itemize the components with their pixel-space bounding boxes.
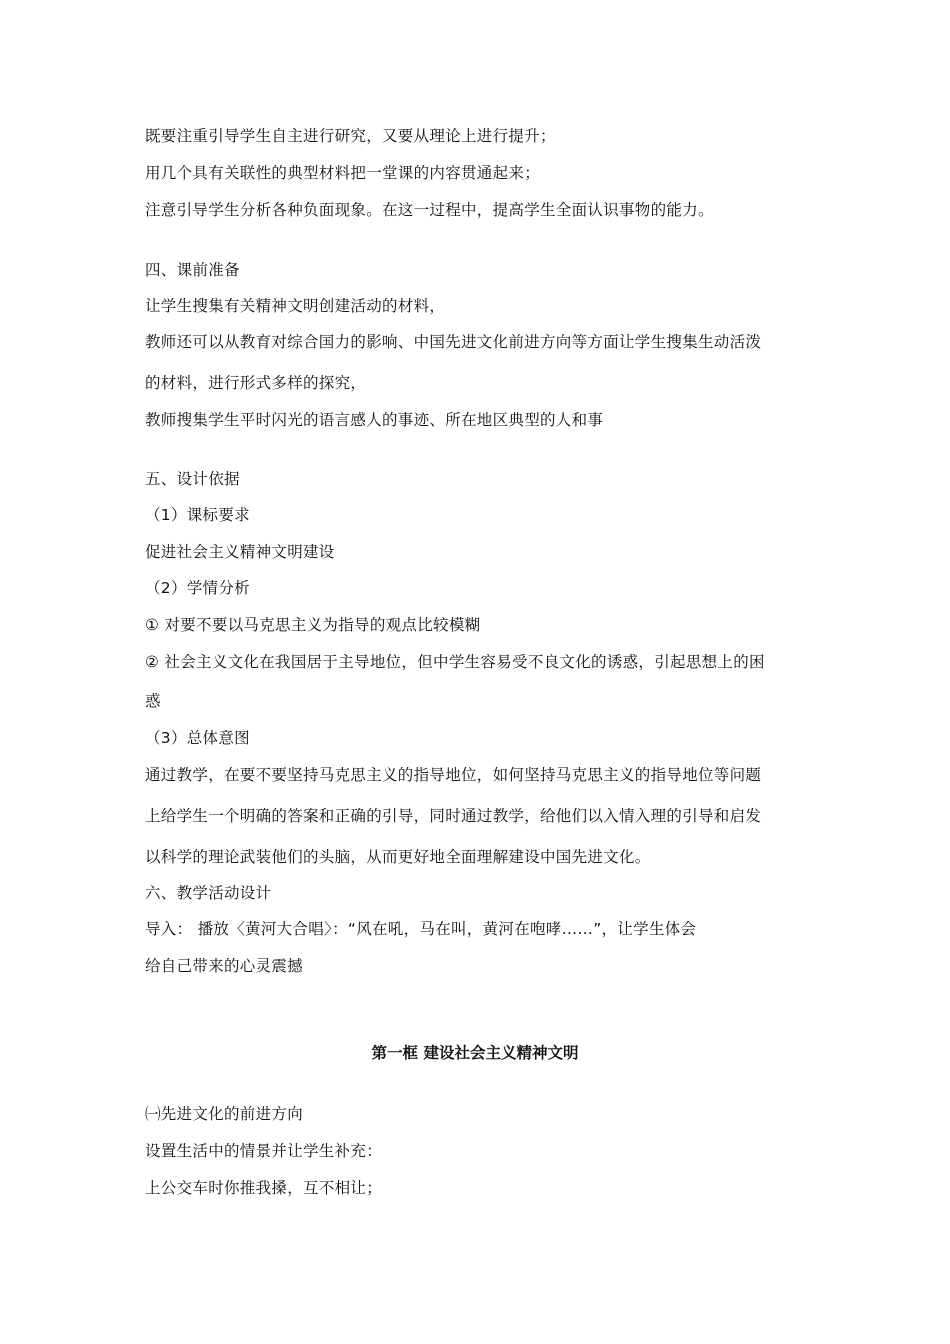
list-item: ① 对要不要以马克思主义为指导的观点比较模糊	[145, 616, 481, 634]
subheading: （3）总体意图	[145, 729, 250, 747]
paragraph: 让学生搜集有关精神文明创建活动的材料，	[145, 297, 446, 315]
paragraph: 促进社会主义精神文明建设	[145, 543, 335, 561]
paragraph: ㈠先进文化的前进方向	[145, 1105, 304, 1123]
paragraph: 注意引导学生分析各种负面现象。在这一过程中，提高学生全面认识事物的能力。	[145, 201, 714, 219]
list-item: ② 社会主义文化在我国居于主导地位，但中学生容易受不良文化的诱惑，引起思想上的困	[145, 653, 765, 671]
paragraph: 的材料，进行形式多样的探究，	[145, 374, 367, 392]
paragraph: 上公交车时你推我搡，互不相让；	[145, 1179, 383, 1197]
paragraph: 给自己带来的心灵震撼	[145, 957, 304, 975]
subheading: （2）学情分析	[145, 579, 250, 597]
section-title: 第一框 建设社会主义精神文明	[371, 1044, 579, 1062]
paragraph: 教师还可以从教育对综合国力的影响、中国先进文化前进方向等方面让学生搜集生动活泼	[145, 333, 762, 351]
paragraph: 上给学生一个明确的答案和正确的引导，同时通过教学，给他们以入情入理的引导和启发	[145, 807, 762, 825]
paragraph: 用几个具有关联性的典型材料把一堂课的内容贯通起来；	[145, 164, 541, 182]
paragraph: 通过教学，在要不要坚持马克思主义的指导地位，如何坚持马克思主义的指导地位等问题	[145, 766, 762, 784]
paragraph: 导入： 播放〈黄河大合唱〉：“风在吼，马在叫，黄河在咆哮……”，让学生体会	[145, 920, 697, 938]
paragraph: 设置生活中的情景并让学生补充：	[145, 1142, 383, 1160]
section-heading: 四、课前准备	[145, 261, 240, 279]
paragraph: 教师搜集学生平时闪光的语言感人的事迹、所在地区典型的人和事	[145, 411, 604, 429]
paragraph: 以科学的理论武装他们的头脑，从而更好地全面理解建设中国先进文化。	[145, 848, 651, 866]
section-heading: 六、教学活动设计	[145, 884, 272, 902]
subheading: （1）课标要求	[145, 506, 250, 524]
section-heading: 五、设计依据	[145, 470, 240, 488]
list-item-continuation: 惑	[145, 692, 161, 710]
paragraph: 既要注重引导学生自主进行研究，又要从理论上进行提升；	[145, 127, 556, 145]
